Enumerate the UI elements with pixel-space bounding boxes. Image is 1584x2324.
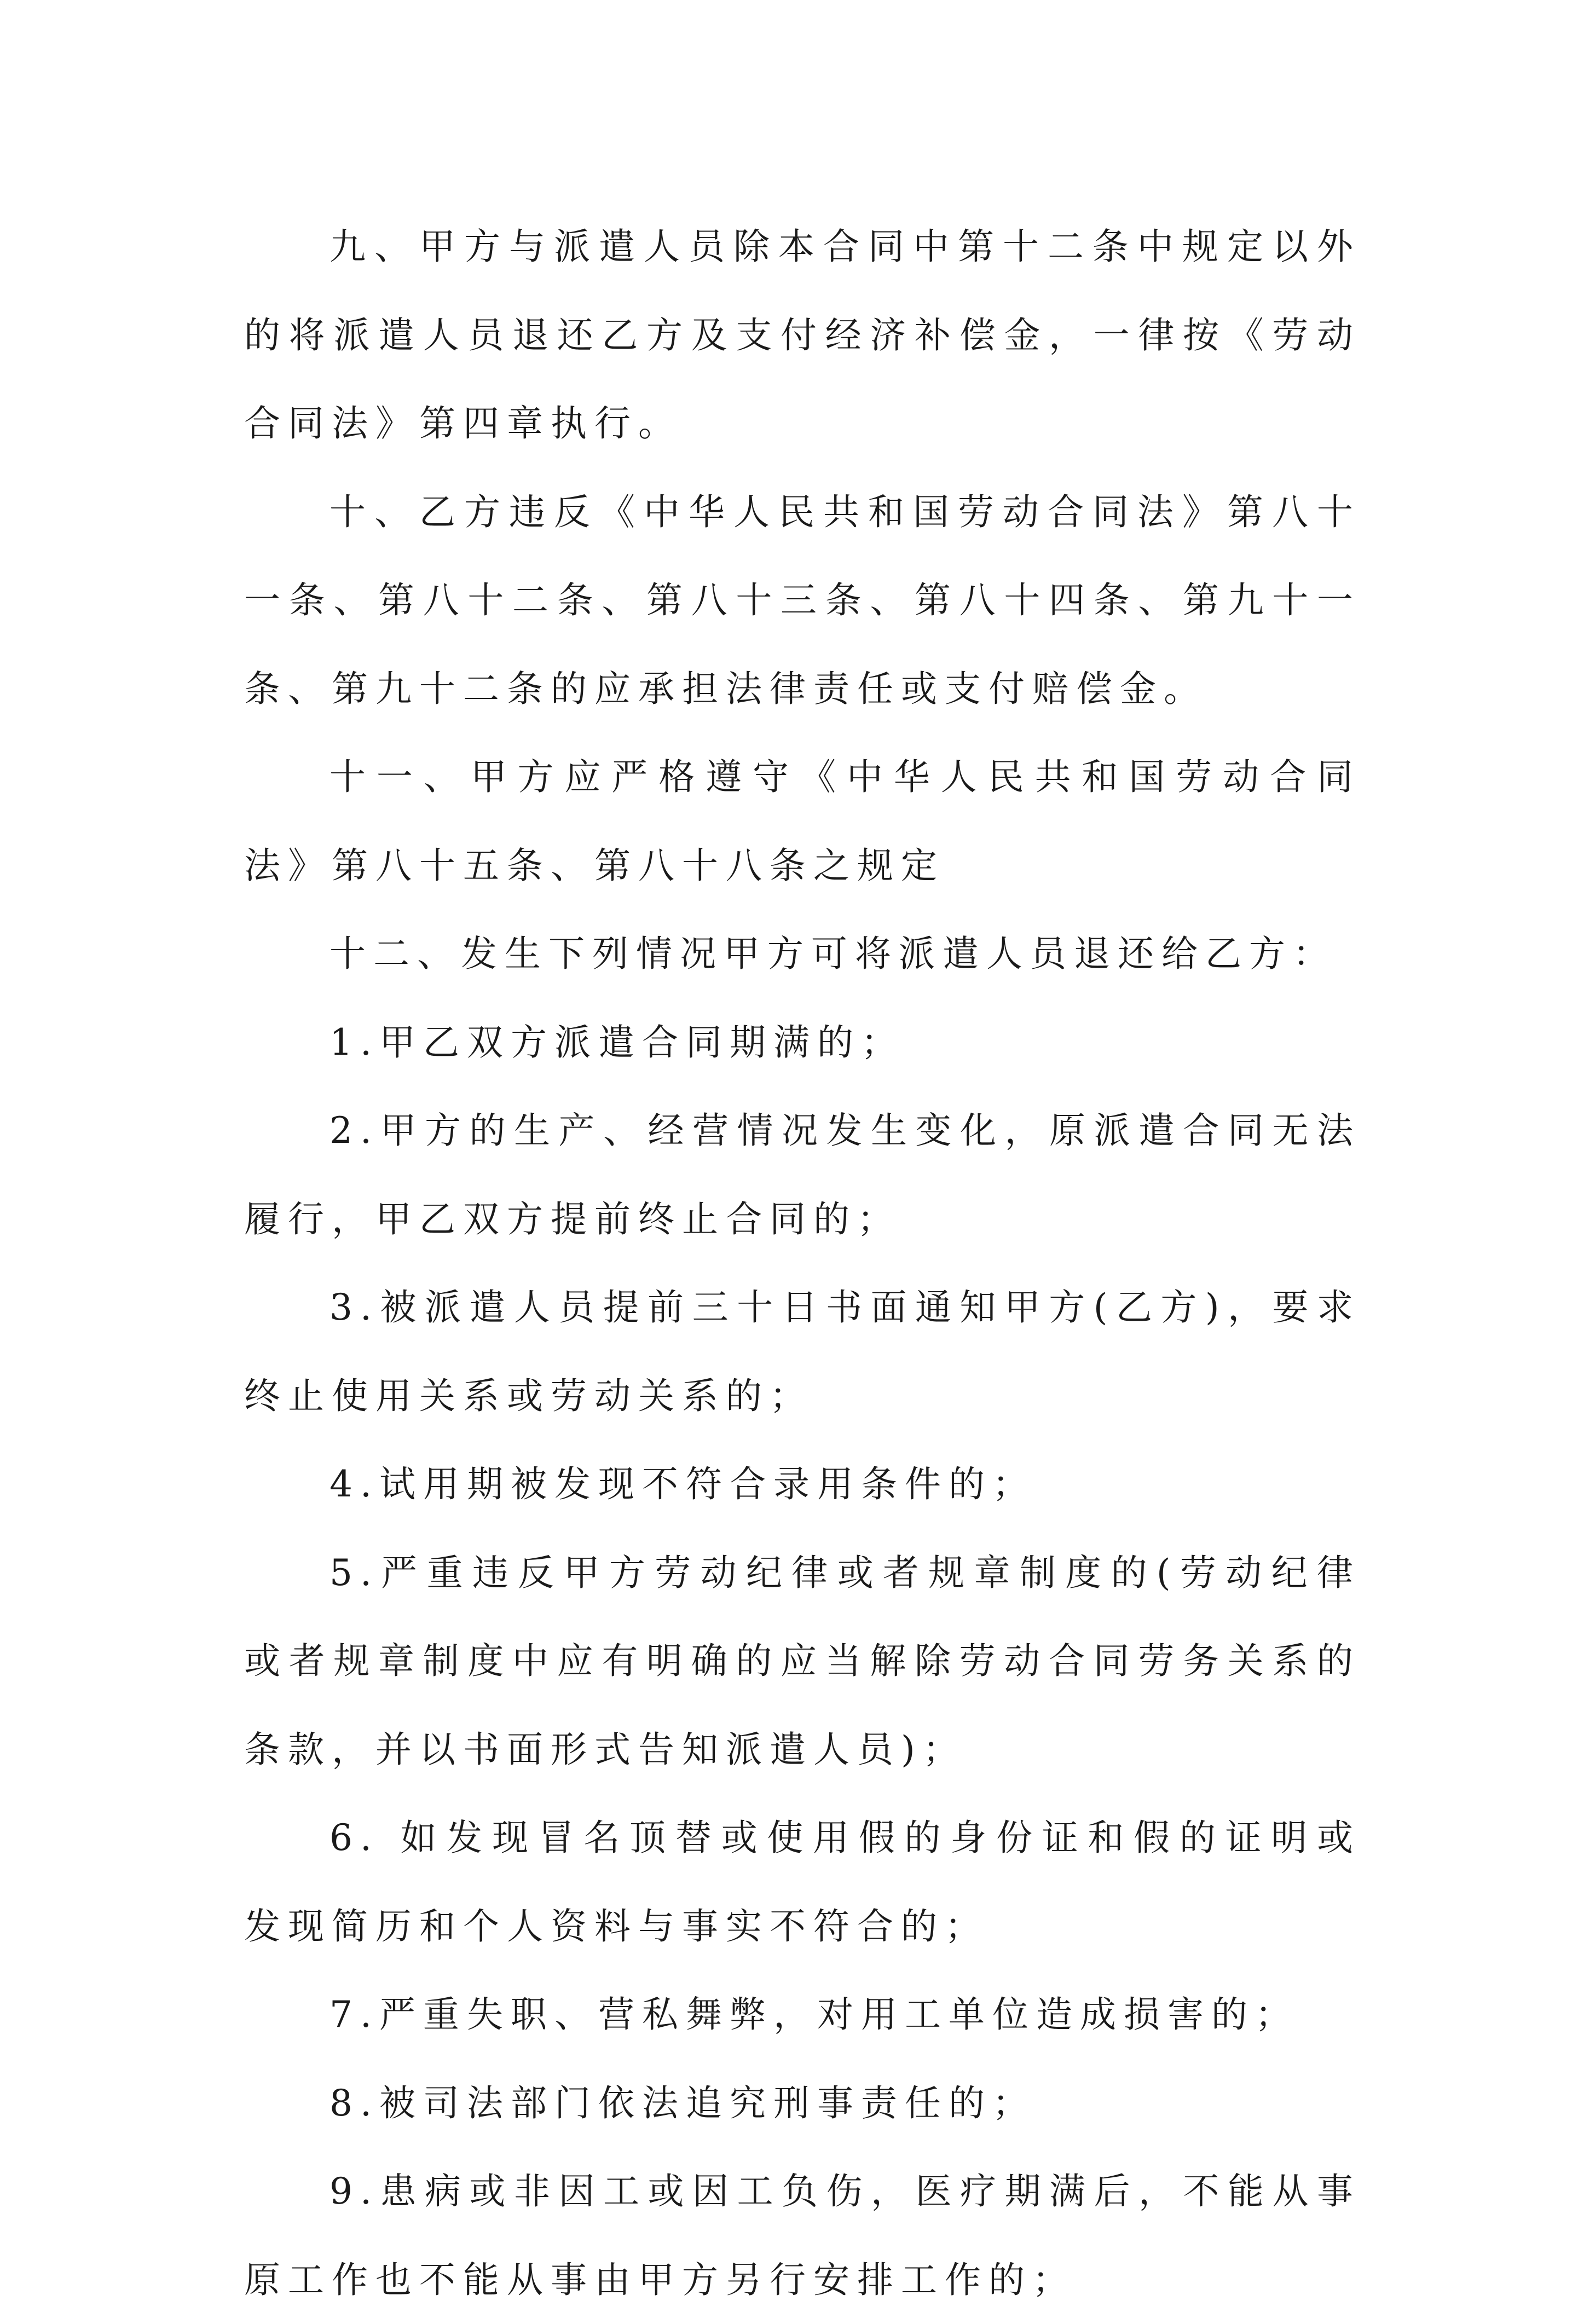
clause-12-item-7: 7.严重失职、营私舞弊，对用工单位造成损害的；	[329, 1993, 1299, 2036]
clause-12-item-5: 5.严重违反甲方劳动纪律或者规章制度的(劳动纪律或者规章制度中应有明确的应当解除劳动合同劳务关系的条款，并以书面形式告知派遣人员)；	[244, 1551, 1361, 1771]
clause-12-item-6: 6. 如发现冒名顶替或使用假的身份证和假的证明或发现简历和个人资料与事实不符合的；	[244, 1817, 1361, 1947]
clause-9-paragraph: 九、甲方与派遣人员除本合同中第十二条中规定以外的将派遣人员退还乙方及支付经济补偿金，一律按《劳动合同法》第四章执行。	[244, 226, 1361, 444]
clause-12-heading: 十二、发生下列情况甲方可将派遣人员退还给乙方：	[329, 933, 1337, 975]
clause-12-item-4: 4.试用期被发现不符合录用条件的；	[329, 1463, 1036, 1505]
clause-11-paragraph: 十一、甲方应严格遵守《中华人民共和国劳动合同法》第八十五条、第八十八条之规定	[244, 756, 1361, 887]
clause-12-item-3: 3.被派遣人员提前三十日书面通知甲方(乙方)，要求终止使用关系或劳动关系的；	[244, 1286, 1361, 1417]
clause-12-item-1: 1.甲乙双方派遣合同期满的；	[329, 1021, 905, 1063]
clause-12-item-2: 2.甲方的生产、经营情况发生变化，原派遣合同无法履行，甲乙双方提前终止合同的；	[244, 1109, 1361, 1240]
clause-12-item-9: 9.患病或非因工或因工负伤，医疗期满后，不能从事原工作也不能从事由甲方另行安排工作的；	[244, 2170, 1361, 2301]
document-body	[244, 203, 1361, 2324]
clause-10-paragraph: 十、乙方违反《中华人民共和国劳动合同法》第八十一条、第八十二条、第八十三条、第八十四条、第九十一条、第九十二条的应承担法律责任或支付赔偿金。	[244, 490, 1361, 710]
clause-12-item-8: 8.被司法部门依法追究刑事责任的；	[329, 2082, 1036, 2124]
